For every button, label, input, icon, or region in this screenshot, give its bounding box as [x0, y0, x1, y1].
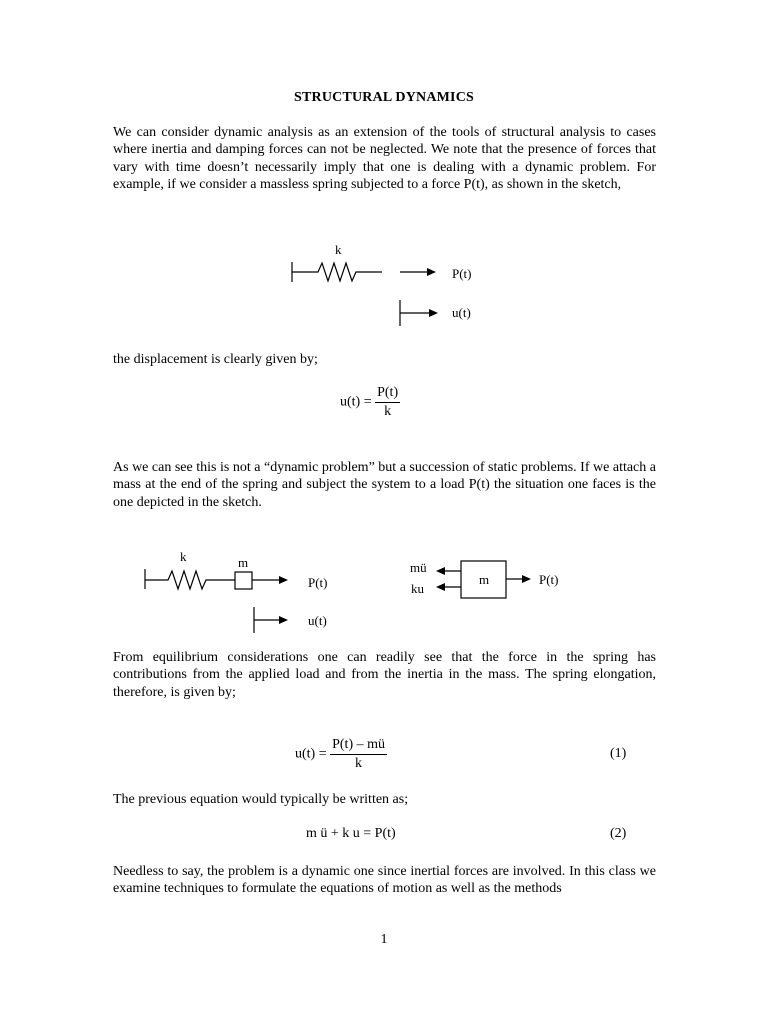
equation-2-number: (2): [610, 826, 627, 841]
equation-1-numerator: P(t) – mü: [330, 737, 387, 755]
spring-label-k: k: [335, 242, 342, 257]
equation-2: m ü + k u = P(t): [306, 826, 396, 841]
spring-zigzag: [292, 263, 382, 281]
equation-static-lhs: u(t) =: [340, 394, 372, 410]
fbd-mass-label: m: [479, 572, 490, 587]
equation-1-denominator: k: [355, 756, 363, 771]
spring-label-k: k: [180, 549, 187, 564]
equation-static-denominator: k: [384, 404, 392, 419]
equation-1-fraction: [330, 737, 387, 772]
equation-static: [340, 385, 400, 420]
paragraph-equilibrium: From equilibrium considerations one can readily see that the force in the spring has contributions from the applied load and from the inertia in the mass. The spring elongation, therefore, is given by;: [113, 650, 656, 700]
equation-static-fraction: [375, 385, 400, 420]
page-number: 1: [380, 932, 388, 947]
spring-mass-sketch: [140, 545, 340, 640]
inertia-force-label: mü: [410, 560, 427, 575]
paragraph-displacement: the displacement is clearly given by;: [113, 352, 318, 367]
spring-zigzag: [145, 571, 235, 589]
displacement-label: u(t): [452, 305, 471, 320]
free-body-diagram: [400, 555, 580, 605]
paragraph-rewrite: The previous equation would typically be written as;: [113, 792, 409, 807]
paragraph-dynamic: As we can see this is not a “dynamic problem” but a succession of static problems. If we attach a mass at the end of the spring and subject the system to a load P(t) the situation one faces is the one depicted in the sketch.: [113, 460, 656, 510]
force-label: P(t): [308, 575, 328, 590]
fbd-force-label: P(t): [539, 572, 559, 587]
equation-static-numerator: P(t): [375, 385, 400, 403]
page-title: STRUCTURAL DYNAMICS: [294, 90, 474, 105]
mass-block: [235, 572, 252, 589]
paragraph-closing: Needless to say, the problem is a dynamic one since inertial forces are involved. In this class we examine techniques to formulate the equations of motion as well as the methods: [113, 864, 656, 897]
equation-1-number: (1): [610, 746, 627, 761]
equation-1-lhs: u(t) =: [295, 746, 327, 762]
paragraph-intro: We can consider dynamic analysis as an extension of the tools of structural analysis to cases where inertia and damping forces can not be neglected. We note that the presence of forces that vary with time doesn’t necessarily imply that one is dealing with a dynamic problem. For example, if we consider a massless spring subjected to a force P(t), as shown in the sketch,: [113, 125, 656, 193]
mass-label: m: [238, 555, 249, 570]
massless-spring-sketch: [280, 238, 480, 330]
equation-1: [295, 737, 387, 772]
displacement-label: u(t): [308, 613, 327, 628]
force-label: P(t): [452, 266, 472, 281]
spring-force-label: ku: [411, 581, 424, 596]
